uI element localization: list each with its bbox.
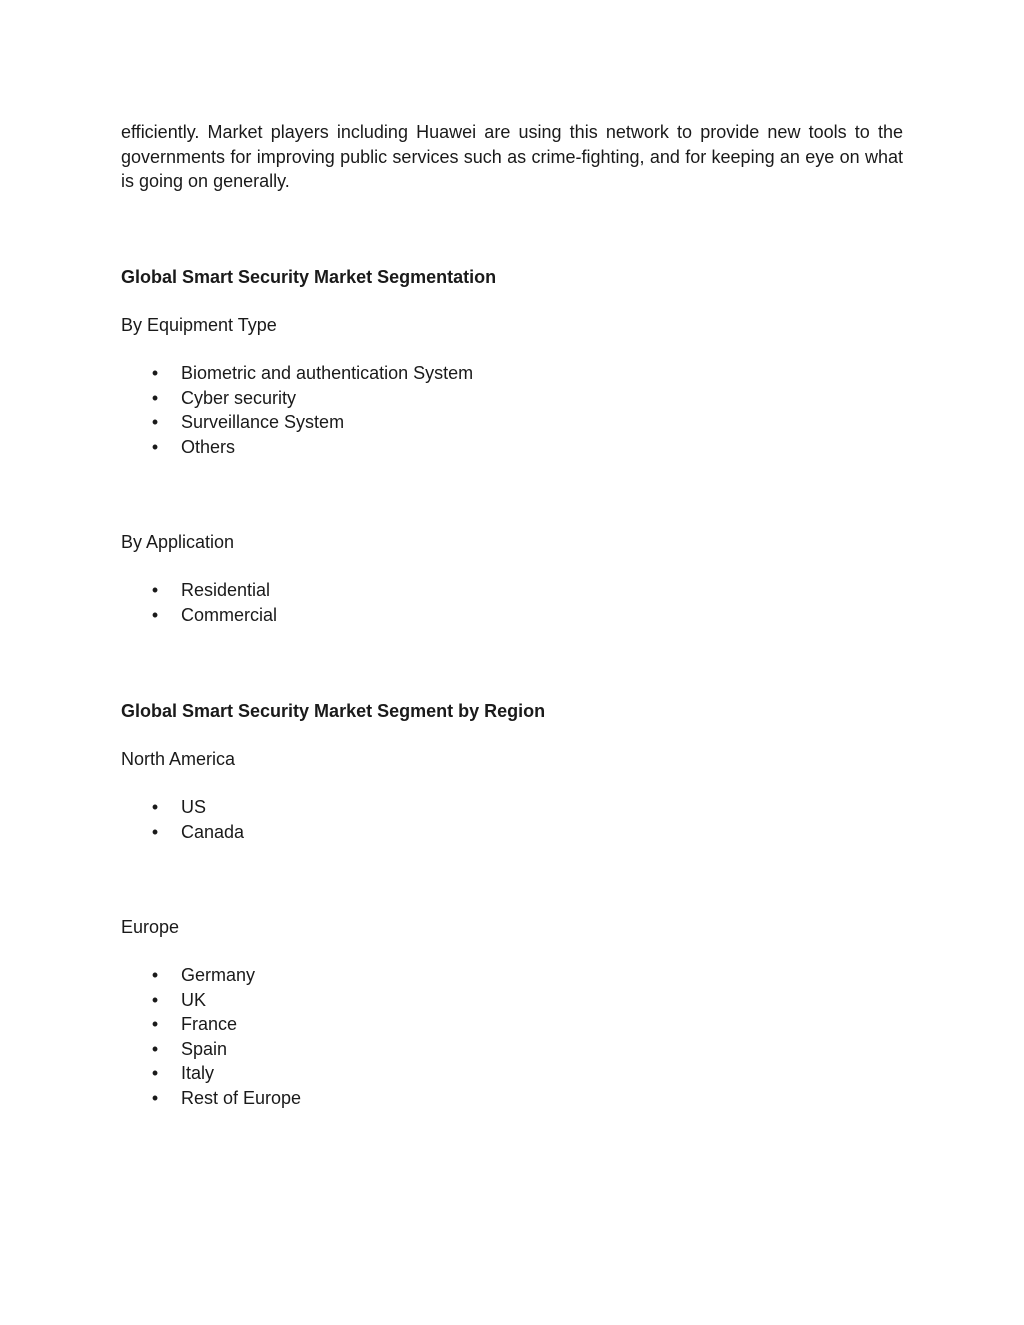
bullet-icon: • (151, 1038, 159, 1059)
application-label: By Application (121, 532, 235, 552)
list-item (121, 988, 301, 1013)
north-america-label: North America (121, 749, 236, 769)
list-item (121, 603, 277, 628)
list-item (121, 795, 244, 820)
list-item-label: Rest of Europe (181, 1087, 302, 1108)
bullet-icon: • (151, 580, 159, 600)
bullet-icon: • (151, 1087, 159, 1108)
region-heading: Global Smart Security Market Segment by Region (121, 701, 546, 721)
list-item-label: US (181, 797, 207, 817)
bullet-icon: • (151, 363, 159, 383)
list-item (121, 1037, 301, 1062)
bullet-icon: • (151, 797, 159, 817)
list-item (121, 410, 473, 435)
application-list (121, 578, 277, 627)
list-item-label: UK (181, 989, 207, 1010)
list-item-label: Commercial (181, 604, 278, 625)
north-america-list (121, 795, 244, 844)
list-item (121, 820, 244, 845)
list-item (121, 386, 473, 411)
bullet-icon: • (151, 965, 159, 985)
list-item (121, 1061, 301, 1086)
list-item-label: Italy (181, 1063, 215, 1083)
list-item (121, 361, 473, 386)
bullet-icon: • (151, 1063, 159, 1083)
list-item-label: Spain (181, 1038, 228, 1059)
europe-label: Europe (121, 917, 180, 937)
list-item-label: Canada (181, 821, 245, 842)
list-item-label: Others (181, 436, 236, 457)
bullet-icon: • (151, 604, 159, 625)
bullet-icon: • (151, 1014, 159, 1034)
equipment-type-list (121, 361, 473, 459)
list-item (121, 578, 277, 603)
list-item (121, 1086, 301, 1111)
list-item (121, 1012, 301, 1037)
bullet-icon: • (151, 989, 159, 1010)
list-item-label: Residential (181, 580, 271, 600)
list-item-label: France (181, 1014, 238, 1034)
europe-list (121, 963, 301, 1110)
bullet-icon: • (151, 412, 159, 432)
bullet-icon: • (151, 821, 159, 842)
bullet-icon: • (151, 436, 159, 457)
list-item (121, 963, 301, 988)
list-item (121, 435, 473, 460)
list-item-label: Germany (181, 965, 256, 985)
intro-paragraph: efficiently. Market players including Huawei are using this network to provide new tools to the governments for improving public services such as crime-fighting, and for keeping an eye on what is going on generally. (121, 122, 903, 191)
list-item-label: Cyber security (181, 387, 297, 408)
bullet-icon: • (151, 387, 159, 408)
segmentation-heading: Global Smart Security Market Segmentation (121, 267, 497, 287)
equipment-type-label: By Equipment Type (121, 315, 277, 335)
list-item-label: Biometric and authentication System (181, 363, 474, 383)
list-item-label: Surveillance System (181, 412, 345, 432)
